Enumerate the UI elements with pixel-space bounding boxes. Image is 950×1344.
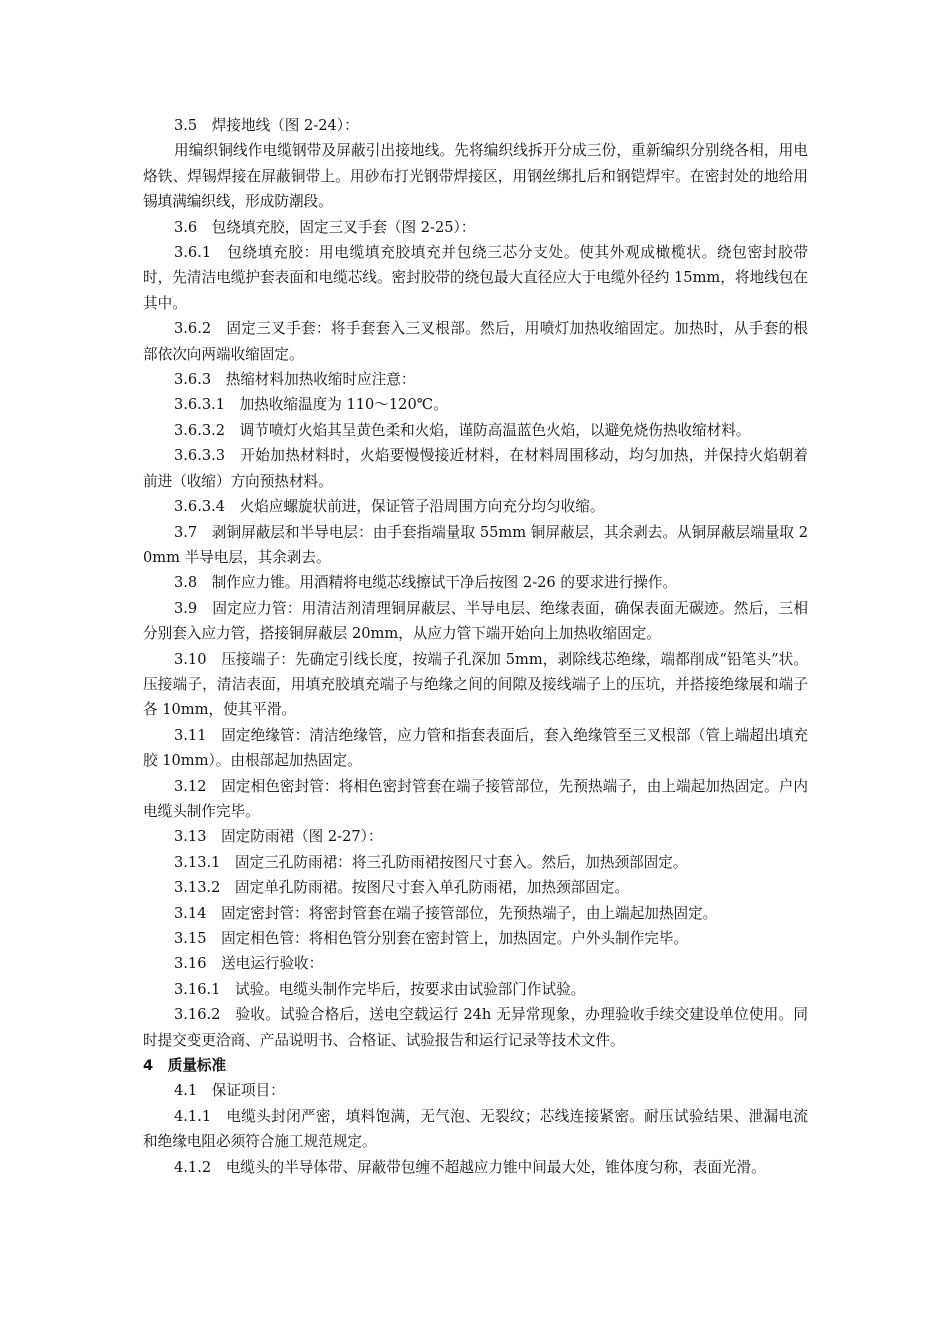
paragraph-3-15: 3.15 固定相色管：将相色管分别套在密封管上，加热固定。户外头制作完毕。 <box>174 930 689 947</box>
paragraph-3-16: 3.16 送电运行验收： <box>174 955 324 973</box>
paragraph-3-6-1: 3.6.1 包绕填充胶：用电缆填充胶填充并包绕三芯分支处。使其外观成橄榄状。绕包密封胶带时，先清洁电缆护套表面和电缆芯线。密封胶带的绕包最大直径应大于电缆外径约 15mm，将地线包在其中。 <box>143 244 808 312</box>
paragraph-3-13: 3.13 固定防雨裙（图 2-27）： <box>174 828 383 846</box>
paragraph-3-10: 3.10 压接端子：先确定引线长度，按端子孔深加 5mm，剥除线芯绝缘，端都削成“铅笔头”状。压接端子，清洁表面，用填充胶填充端子与绝缘之间的间隙及接线端子上的压坑，并搭接绝缘展和端子各 10mm，使其平滑。 <box>143 650 808 719</box>
paragraph-3-9: 3.9 固定应力管：用清洁剂清理铜屏蔽层、半导电层、绝缘表面，确保表面无碳迹。然后，三相分别套入应力管，搭接铜屏蔽层 20mm，从应力管下端开始向上加热收缩固定。 <box>143 599 808 643</box>
paragraph-4-1: 4.1 保证项目： <box>174 1082 285 1100</box>
paragraph-4-1-1: 4.1.1 电缆头封闭严密，填料饱满，无气泡、无裂纹；芯线连接紧密。耐压试验结果、泄漏电流和绝缘电阻必须符合施工规范规定。 <box>143 1107 808 1151</box>
paragraph-3-6-2: 3.6.2 固定三叉手套：将手套套入三叉根部。然后，用喷灯加热收缩固定。加热时，从手套的根部依次向两端收缩固定。 <box>143 320 808 363</box>
paragraph-3-8: 3.8 制作应力锥。用酒精将电缆芯线擦试干净后按图 2-26 的要求进行操作。 <box>174 574 678 592</box>
paragraph-3-16-2: 3.16.2 验收。试验合格后，送电空载运行 24h 无异常现象，办理验收手续交建设单位使用。同时提交变更洽商、产品说明书、合格证、试验报告和运行记录等技术文件。 <box>143 1006 808 1049</box>
paragraph-3-7: 3.7 剥铜屏蔽层和半导电层：由手套指端量取 55mm 铜屏蔽层，其余剥去。从铜屏蔽层端量取 20mm 半导电层，其余剥去。 <box>143 523 808 566</box>
paragraph-4-1-2: 4.1.2 电缆头的半导体带、屏蔽带包缠不超越应力锥中间最大处，锥体度匀称，表面光滑。 <box>174 1158 766 1176</box>
paragraph-3-6-3-1: 3.6.3.1 加热收缩温度为 110～120℃。 <box>174 396 448 414</box>
paragraph-3-14: 3.14 固定密封管：将密封管套在端子接管部位，先预热端子，由上端起加热固定。 <box>174 904 718 922</box>
document-body <box>143 113 808 1180</box>
paragraph-3-6-3-3: 3.6.3.3 开始加热材料时，火焰要慢慢接近材料，在材料周围移动，均匀加热，并保持火焰朝着前进（收缩）方向预热材料。 <box>143 447 808 490</box>
paragraph-3-6-title: 3.6 包绕填充胶，固定三叉手套（图 2-25）： <box>174 218 476 236</box>
paragraph-3-6-3: 3.6.3 热缩材料加热收缩时应注意： <box>174 371 416 389</box>
paragraph-3-5-title: 3.5 焊接地线（图 2-24）： <box>174 117 359 134</box>
paragraph-3-6-3-4: 3.6.3.4 火焰应螺旋状前进，保证管子沿周围方向充分均匀收缩。 <box>174 498 605 516</box>
paragraph-3-12: 3.12 固定相色密封管：将相色密封管套在端子接管部位，先预热端子，由上端起加热固定。户内电缆头制作完毕。 <box>143 777 808 820</box>
paragraph-3-13-2: 3.13.2 固定单孔防雨裙。按图尺寸套入单孔防雨裙，加热颈部固定。 <box>174 879 630 897</box>
paragraph-3-11: 3.11 固定绝缘管：清洁绝缘管，应力管和指套表面后，套入绝缘管至三叉根部（管上端超出填充胶 10mm）。由根部起加热固定。 <box>143 726 808 770</box>
section-heading-quality-standard: 4 质量标准 <box>143 1057 227 1075</box>
paragraph-3-13-1: 3.13.1 固定三孔防雨裙：将三孔防雨裙按图尺寸套入。然后，加热颈部固定。 <box>174 853 688 871</box>
paragraph-3-6-3-2: 3.6.3.2 调节喷灯火焰其呈黄色柔和火焰，谨防高温蓝色火焰，以避免烧伤热收缩材料。 <box>174 421 751 439</box>
paragraph-3-16-1: 3.16.1 试验。电缆头制作完毕后，按要求由试验部门作试验。 <box>174 980 586 998</box>
paragraph-3-5-body: 用编织铜线作电缆钢带及屏蔽引出接地线。先将编织线拆开分成三份，重新编织分别绕各相，用电烙铁、焊锡焊接在屏蔽铜带上。用砂布打光钢带焊接区，用钢丝绑扎后和钢铠焊牢。在密封处的地给用锡填满编织线，形成防潮段。 <box>143 142 808 211</box>
